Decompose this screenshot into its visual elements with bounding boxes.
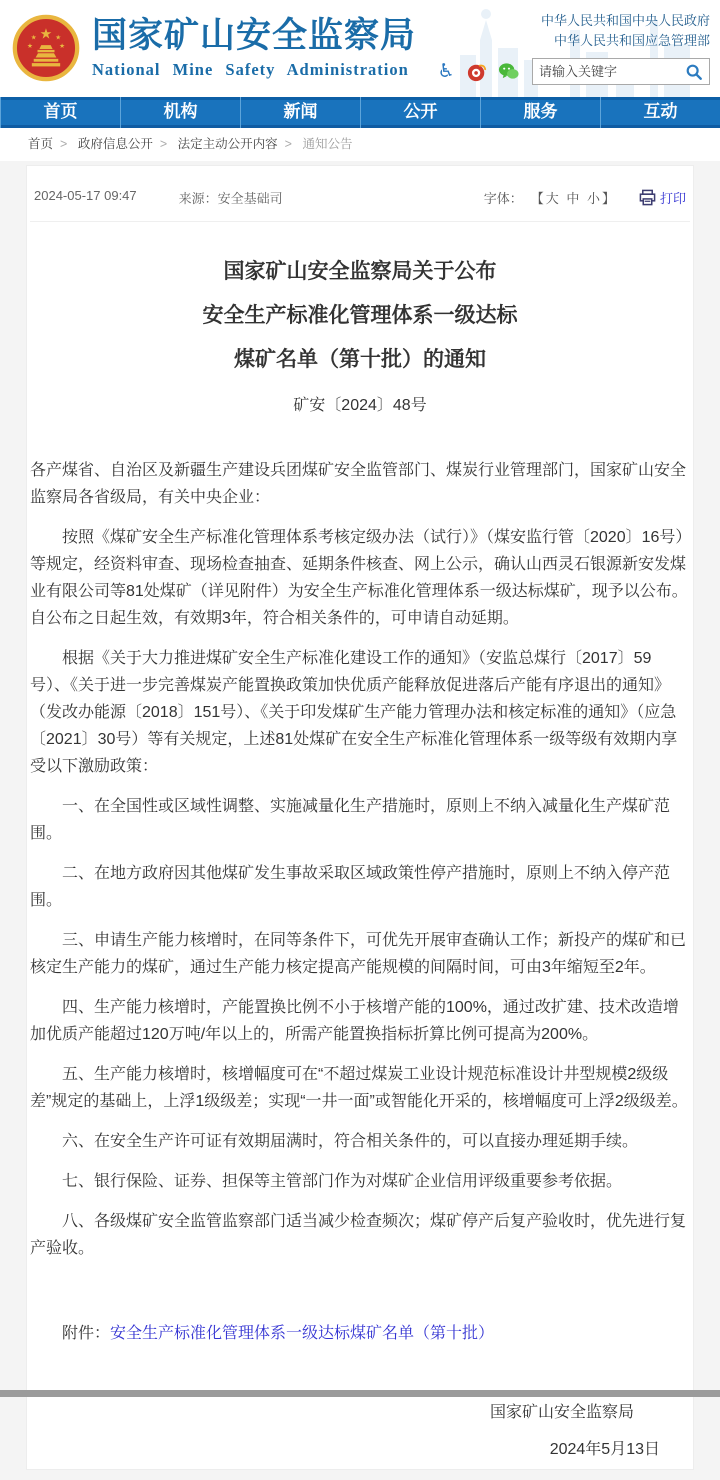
svg-text:★: ★ (39, 26, 53, 43)
nav-item[interactable]: 公开 (360, 97, 480, 128)
breadcrumb-item[interactable]: 政府信息公开 (77, 137, 153, 151)
article-source: 来源：安全基础司 (178, 191, 283, 206)
gov-link[interactable]: 中华人民共和国中央人民政府 (540, 13, 710, 28)
font-size-label: 字体： (483, 191, 523, 206)
article-card (26, 165, 694, 1470)
meta-right (484, 188, 686, 207)
weibo-icon[interactable] (466, 61, 488, 83)
svg-text:★: ★ (30, 34, 37, 42)
page-background (0, 161, 720, 1480)
search-input[interactable] (533, 64, 679, 79)
meta-left (34, 188, 283, 207)
breadcrumb-item[interactable]: 首页 (28, 137, 54, 151)
printer-icon (639, 189, 656, 206)
search-box (532, 58, 710, 85)
print-label: 打印 (659, 191, 686, 206)
issuing-agency: 国家矿山安全监察局 (489, 1404, 634, 1421)
wechat-icon[interactable] (497, 61, 519, 83)
article-paragraph: 四、生产能力核增时，产能置换比例不小于核增产能的100%，通过改扩建、技术改造增加优质产能超过120万吨/年以上的，所需产能置换指标折算比例可提高为200%。 (30, 999, 679, 1043)
breadcrumb-separator: > (60, 137, 68, 151)
article-paragraph: 六、在安全生产许可证有效期届满时，符合相关条件的，可以直接办理延期手续。 (62, 1133, 639, 1150)
svg-text:★: ★ (55, 34, 62, 42)
attachment-label: 附件： (62, 1325, 111, 1342)
site-header (0, 0, 720, 97)
article-paragraph: 五、生产能力核增时，核增幅度可在“不超过煤炭工业设计规范标准设计井型规模2级级差”规定的基础上，上浮1级级差；实现“一井一面”或智能化开采的，核增幅度可上浮2级级差。 (30, 1066, 688, 1110)
nav-item[interactable]: 机构 (120, 97, 240, 128)
site-title-group (92, 16, 416, 80)
publish-datetime: 2024-05-17 09:47 (34, 188, 137, 203)
nav-item[interactable]: 服务 (480, 97, 600, 128)
header-tools (435, 58, 710, 85)
attachment-row (30, 1320, 690, 1347)
issue-date: 2024年5月13日 (549, 1441, 660, 1458)
article-paragraph: 根据《关于大力推进煤矿安全生产标准化建设工作的通知》（安监总煤行〔2017〕59号）、《关于进一步完善煤炭产能置换政策加快优质产能释放促进落后产能有序退出的通知》（发改办能源〔2018〕151号）、《关于印发煤矿生产能力管理办法和核定标准的通知》（应急〔2021〕30号）等有关规定，上述81处煤矿在安全生产标准化管理体系一级等级有效期内享受以下激励政策： (30, 650, 678, 775)
breadcrumb-separator: > (159, 137, 168, 151)
nav-item[interactable]: 互动 (600, 97, 720, 128)
article-paragraph: 按照《煤矿安全生产标准化管理体系考核定级办法（试行）》（煤安监行管〔2020〕16号）等规定，经资料审查、现场检查抽查、延期条件核查、网上公示，确认山西灵石银源新安发煤业有限公司等81处煤矿（详见附件）为安全生产标准化管理体系一级达标煤矿，现予以公布。自公布之日起生效，有效期3年，符合相关条件的，可申请自动延期。 (30, 529, 688, 627)
article-title (30, 222, 690, 371)
accessibility-icon[interactable]: ♿ (437, 60, 455, 82)
site-title-english: National Mine Safety Administration (92, 60, 409, 79)
article-paragraph: 八、各级煤矿安全监管监察部门适当减少检查频次；煤矿停产后复产验收时，优先进行复产验收。 (30, 1213, 687, 1257)
article-title-line: 安全生产标准化管理体系一级达标 (202, 304, 518, 327)
gov-links (435, 12, 710, 49)
article-title-line: 煤矿名单（第十批）的通知 (234, 348, 486, 371)
article-title-line: 国家矿山安全监察局关于公布 (223, 260, 497, 283)
svg-text:★: ★ (59, 43, 66, 50)
article-paragraph: 一、在全国性或区域性调整、实施减量化生产措施时，原则上不纳入减量化生产煤矿范围。 (30, 798, 671, 842)
document-number: 矿安〔2024〕48号 (293, 397, 427, 414)
breadcrumb (0, 128, 720, 161)
attachment-link[interactable]: 安全生产标准化管理体系一级达标煤矿名单（第十批） (110, 1325, 495, 1342)
site-title: 国家矿山安全监察局 (92, 16, 417, 55)
article-paragraph: 各产煤省、自治区及新疆生产建设兵团煤矿安全监管部门、煤炭行业管理部门，国家矿山安全监察局各省级局，有关中央企业： (30, 462, 687, 506)
footer-bar (0, 1390, 720, 1397)
breadcrumb-item[interactable]: 法定主动公开内容 (177, 137, 278, 151)
font-size-control[interactable]: 【大 中 小】 (530, 191, 617, 206)
search-icon (685, 63, 703, 81)
header-right (435, 12, 710, 85)
gov-link[interactable]: 中华人民共和国应急管理部 (553, 33, 710, 48)
print-button[interactable] (639, 188, 686, 207)
article-paragraph: 三、申请生产能力核增时，在同等条件下，可优先开展审查确认工作；新投产的煤矿和已核定生产能力的煤矿，通过生产能力核定提高产能规模的间隔时间，可由3年缩短至2年。 (30, 932, 687, 976)
nav-item[interactable]: 首页 (0, 97, 120, 128)
search-button[interactable] (679, 59, 709, 84)
article-paragraph: 二、在地方政府因其他煤矿发生事故采取区域政策性停产措施时，原则上不纳入停产范围。 (30, 865, 671, 909)
article-body (30, 457, 690, 1262)
national-emblem-logo (12, 14, 80, 82)
breadcrumb-separator: > (284, 137, 292, 151)
article-paragraph: 七、银行保险、证券、担保等主管部门作为对煤矿企业信用评级重要参考依据。 (62, 1173, 623, 1190)
main-nav (0, 97, 720, 128)
svg-text:★: ★ (26, 43, 33, 50)
nav-item[interactable]: 新闻 (240, 97, 360, 128)
site-brand[interactable] (12, 14, 416, 82)
breadcrumb-item[interactable]: 通知公告 (302, 137, 353, 151)
article-meta (30, 166, 690, 222)
